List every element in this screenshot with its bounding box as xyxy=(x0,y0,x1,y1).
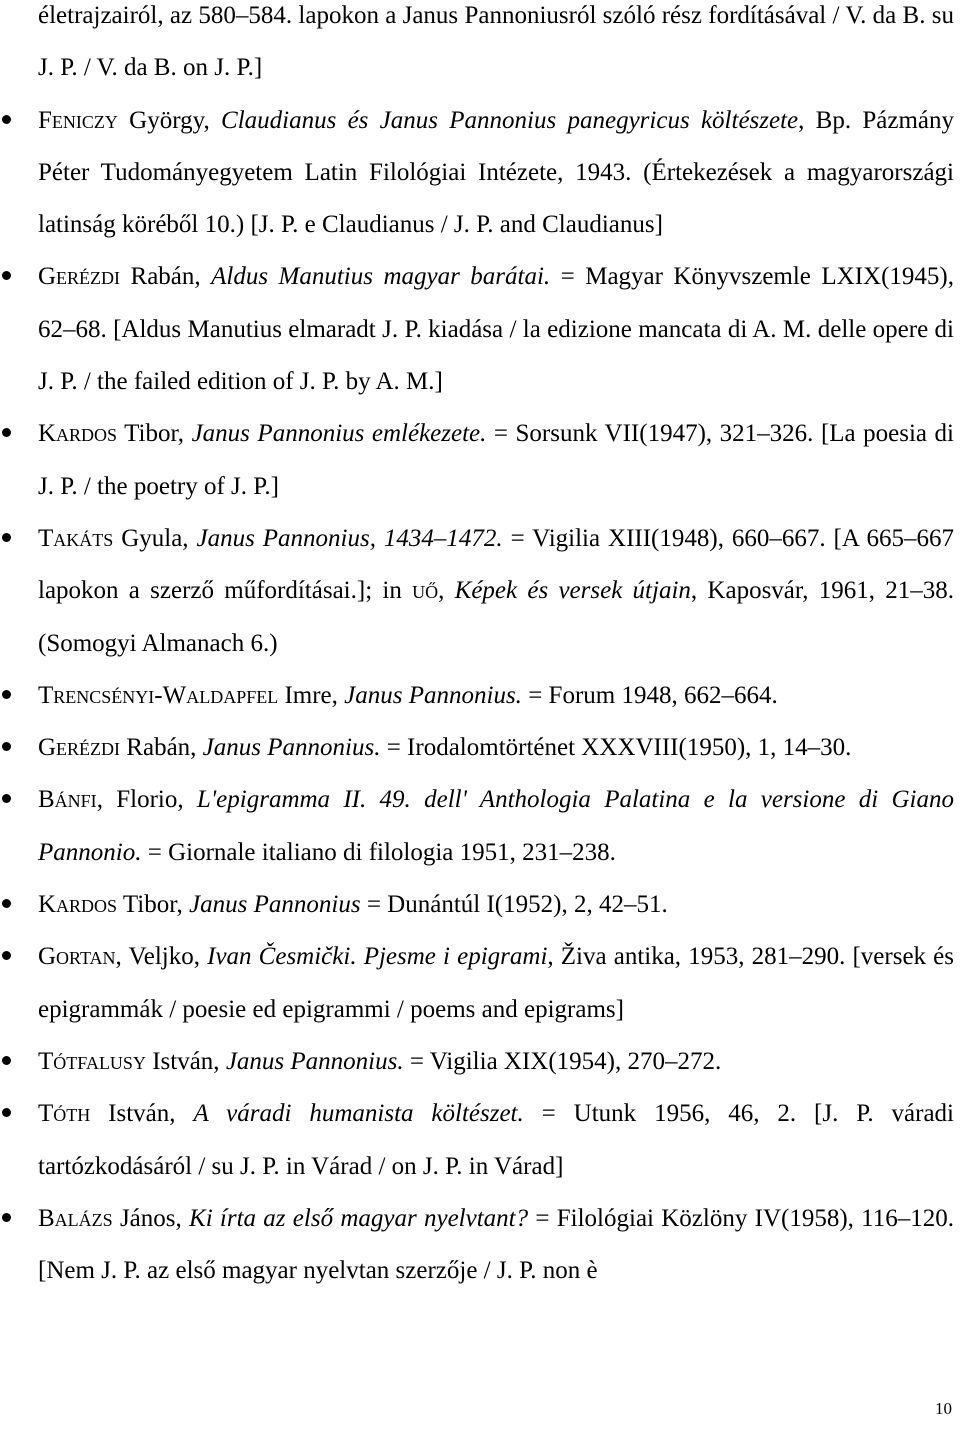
entry-text: = Magyar Könyvszemle LXIX(1945), 62–68. [Aldus Manutius elmaradt J. P. kiadása / la edizione mancata di A. M. delle opere di J. P. / the failed edition of J. P. by A. M.] xyxy=(38,263,954,396)
bibliography-entry xyxy=(0,95,960,252)
bullet-icon xyxy=(2,251,14,303)
bullet-icon xyxy=(2,722,14,774)
bullet-icon xyxy=(2,513,14,565)
author-surname: Takáts xyxy=(38,524,114,552)
bibliography-entry xyxy=(0,722,960,774)
bibliography-entry xyxy=(0,251,960,408)
entry-text: István, xyxy=(145,1047,226,1075)
entry-text: , Florio, xyxy=(96,786,197,814)
entry-text: Tibor, xyxy=(117,420,192,448)
author-surname: Gortan xyxy=(38,943,116,971)
author-surname: Bánfi xyxy=(38,786,97,814)
bibliography-entry xyxy=(0,408,960,513)
work-title: A váradi humanista költészet. xyxy=(193,1100,524,1128)
entry-text: György, xyxy=(117,106,222,134)
author-surname: Kardos xyxy=(38,420,118,448)
bullet-icon xyxy=(2,774,14,826)
bibliography-entry xyxy=(0,670,960,722)
author-surname: Balázs xyxy=(38,1204,113,1232)
bibliography-entry xyxy=(0,1193,960,1298)
entry-text: = Giornale italiano di filologia 1951, 231–238. xyxy=(141,838,616,866)
work-title: L'epigramma II. 49. dell' Anthologia Palatina e la versione di Giano Pannonio. xyxy=(38,786,955,866)
bibliography-entry xyxy=(0,1036,960,1088)
entry-text: életrajzairól, az 580–584. lapokon a Janus Pannoniusról szóló rész fordításával / V. da B. su J. P. / V. da B. on J. P.] xyxy=(38,2,954,82)
entry-text: , Veljko, xyxy=(115,943,208,971)
entry-text: = Irodalomtörténet XXXVIII(1950), 1, 14–30. xyxy=(380,734,852,762)
bibliography-entry xyxy=(0,879,960,931)
entry-text: , xyxy=(438,577,455,605)
entry-text: Gyula, xyxy=(113,524,197,552)
work-title: Janus Pannonius xyxy=(189,891,361,919)
bibliography-entry xyxy=(0,931,960,1036)
entry-text: = Sorsunk VII(1947), 321–326. [La poesia di J. P. / the poetry of J. P.] xyxy=(38,420,954,500)
bullet-icon xyxy=(2,95,14,147)
work-title: Janus Pannonius emlékezete. xyxy=(191,420,487,448)
bibliography-entry xyxy=(0,1088,960,1193)
author-surname: Kardos xyxy=(38,891,118,919)
bibliography-entry xyxy=(0,774,960,879)
author-surname: Gerézdi xyxy=(38,734,121,762)
entry-text: Imre, xyxy=(278,681,345,709)
entry-text: István, xyxy=(90,1100,194,1128)
work-title: Képek és versek útjain xyxy=(454,577,691,605)
entry-text: , Živa antika, 1953, 281–290. [versek és epigrammák / poesie ed epigrammi / poems and epigrams] xyxy=(38,943,954,1023)
entry-text: = Dunántúl I(1952), 2, 42–51. xyxy=(360,891,668,919)
entry-text: , Bp. Pázmány Péter Tudományegyetem Latin Filológiai Intézete, 1943. (Értekezések a magyarországi latinság köréből 10.) [J. P. e Claudianus / J. P. and Claudianus] xyxy=(38,106,954,239)
bibliography-entry xyxy=(0,513,960,670)
work-title: Janus Pannonius. xyxy=(225,1047,404,1075)
author-surname: Trencsényi-Waldapfel xyxy=(38,681,279,709)
bibliography-entry-continuation xyxy=(0,0,960,95)
entry-text: = Utunk 1956, 46, 2. [J. P. váradi tartózkodásáról / su J. P. in Várad / on J. P. in Várad] xyxy=(38,1100,955,1180)
entry-text: = Forum 1948, 662–664. xyxy=(521,681,778,709)
bullet-icon xyxy=(2,670,14,722)
author-surname: uő xyxy=(412,577,439,605)
work-title: Ivan Česmički. Pjesme i epigrami xyxy=(207,943,548,971)
page-number: 10 xyxy=(935,1399,952,1418)
entry-text: = Vigilia XIX(1954), 270–272. xyxy=(403,1047,722,1075)
entry-text: János, xyxy=(112,1204,190,1232)
entry-text: Rabán, xyxy=(120,734,203,762)
bullet-icon xyxy=(2,931,14,983)
entry-text: = Filológiai Közlöny IV(1958), 116–120. [Nem J. P. az első magyar nyelvtan szerzője / J. P. non è xyxy=(38,1204,954,1285)
bullet-icon xyxy=(2,1193,14,1245)
work-title: Aldus Manutius magyar barátai. xyxy=(211,263,551,291)
work-title: Ki írta az első magyar nyelvtant? xyxy=(189,1204,529,1232)
entry-text: , Kaposvár, 1961, 21–38. (Somogyi Almanach 6.) xyxy=(38,577,954,657)
bullet-icon xyxy=(2,408,14,460)
author-surname: Tótfalusy xyxy=(38,1047,146,1075)
author-surname: Tóth xyxy=(38,1100,91,1128)
entry-text: Rabán, xyxy=(120,263,212,291)
work-title: Claudianus és Janus Pannonius panegyricus költészete xyxy=(221,106,799,134)
entry-text: = Vigilia XIII(1948), 660–667. [A 665–667 lapokon a szerző műfordításai.]; in xyxy=(38,524,954,605)
author-surname: Gerézdi xyxy=(38,263,121,291)
work-title: Janus Pannonius, 1434–1472. xyxy=(196,524,503,552)
bullet-icon xyxy=(2,1088,14,1140)
author-surname: Feniczy xyxy=(38,106,118,134)
bullet-icon xyxy=(2,1036,14,1088)
entry-text: Tibor, xyxy=(117,891,190,919)
bullet-icon xyxy=(2,879,14,931)
work-title: Janus Pannonius. xyxy=(202,734,381,762)
work-title: Janus Pannonius. xyxy=(344,681,522,709)
